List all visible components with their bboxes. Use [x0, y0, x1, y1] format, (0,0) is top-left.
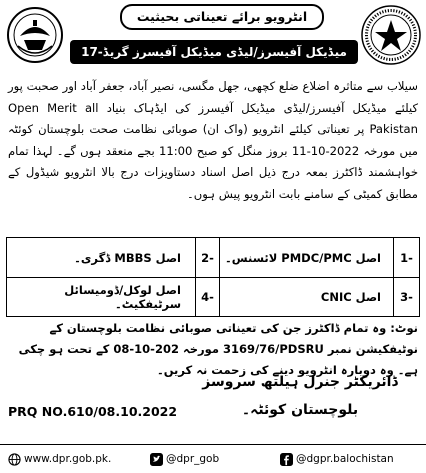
table-cell-number: -4: [201, 290, 214, 304]
body-text-part-1: سیلاب سے متاثرہ اضلاع ضلع کچھی، جھل مگسی، نصیر آباد، جعفر آباد اور صحبت پور کیلئے میڈیکل آفیسرز/لیڈی میڈیکل آفیسرز کی ایڈہاک بنیاد: [8, 79, 419, 115]
note-part-2: مورخہ: [182, 342, 219, 356]
footer-website[interactable]: [8, 453, 111, 466]
required-documents-table: [6, 237, 420, 317]
position-title-banner: میڈیکل آفیسرز/لیڈی میڈیکل آفیسرز گریڈ-17: [70, 40, 358, 64]
facebook-handle[interactable]: @dgpr.balochistan: [296, 453, 394, 465]
signatory-title: ڈائریکٹر جنرل ہیلتھ سروسز: [202, 374, 398, 390]
prq-number: PRQ NO.610/08.10.2022: [8, 404, 178, 419]
interview-title: انٹرویو برائے تعیناتی بحیثیت: [120, 4, 324, 30]
table-cell-document: اصل CNIC: [320, 290, 381, 304]
government-seal-icon: [6, 6, 64, 64]
globe-icon: [8, 453, 21, 466]
twitter-handle[interactable]: @dpr_gob: [166, 453, 220, 465]
footer-twitter[interactable]: [150, 453, 219, 466]
body-text-part-4: بجے منعقد ہوں گے۔ لہذا تمام خواہشمند ڈاکٹرز بمعہ درج ذیل اصل اسناد دستاویزات درج بالا انٹرویو شیڈول کے مطابق کمیٹی کے سامنے بابت انٹرویو پیش ہوں۔: [8, 143, 418, 201]
footer-bar: [0, 444, 426, 473]
note-part-1: نوٹ: وہ تمام ڈاکٹرز جن کی تعیناتی صوبائی نظامت بلوچستان کے نوٹیفکیشن نمبر: [49, 321, 418, 356]
table-cell-document: اصل PMDC/PMC لائسنس۔: [225, 250, 381, 265]
table-cell-document: اصل لوکل/ڈومیسائل سرٹیفکیٹ۔: [64, 283, 181, 311]
table-column-divider: [219, 238, 220, 316]
facebook-icon: [280, 453, 293, 466]
signatory-location: بلوچستان کوئٹہ۔: [241, 402, 359, 418]
twitter-icon: [150, 453, 163, 466]
table-cell-number: -3: [400, 290, 413, 304]
footer-facebook[interactable]: [280, 453, 394, 466]
department-seal-icon: [360, 4, 422, 66]
interview-time: 11:00: [159, 143, 193, 158]
notification-number: 3169/76/PDSRU: [222, 342, 324, 356]
table-cell-number: -2: [201, 250, 214, 265]
table-cell-document: اصل MBBS ڈگری۔: [74, 250, 181, 265]
interview-date: 11-10-2022: [291, 143, 360, 158]
table-cell-number: -1: [400, 250, 413, 265]
announcement-body: [8, 76, 418, 208]
notification-date: 08-10-202: [113, 342, 179, 356]
note-text: [8, 318, 418, 377]
open-merit-text: Open Merit all Pakistan: [8, 100, 419, 136]
body-text-part-2: پر تعیناتی کیلئے انٹرویو (واک ان) صوبائی نظامت صحت بلوچستان کوئٹہ میں مورخہ: [8, 122, 419, 158]
body-text-part-3: بروز منگل کو صبح: [196, 143, 288, 158]
website-link[interactable]: www.dpr.gob.pk.: [24, 453, 112, 465]
note-part-3: کے تحت ہو چکی ہے۔ وہ دوبارہ انٹرویو دینے کی زحمت نہ کریں۔: [18, 342, 418, 377]
